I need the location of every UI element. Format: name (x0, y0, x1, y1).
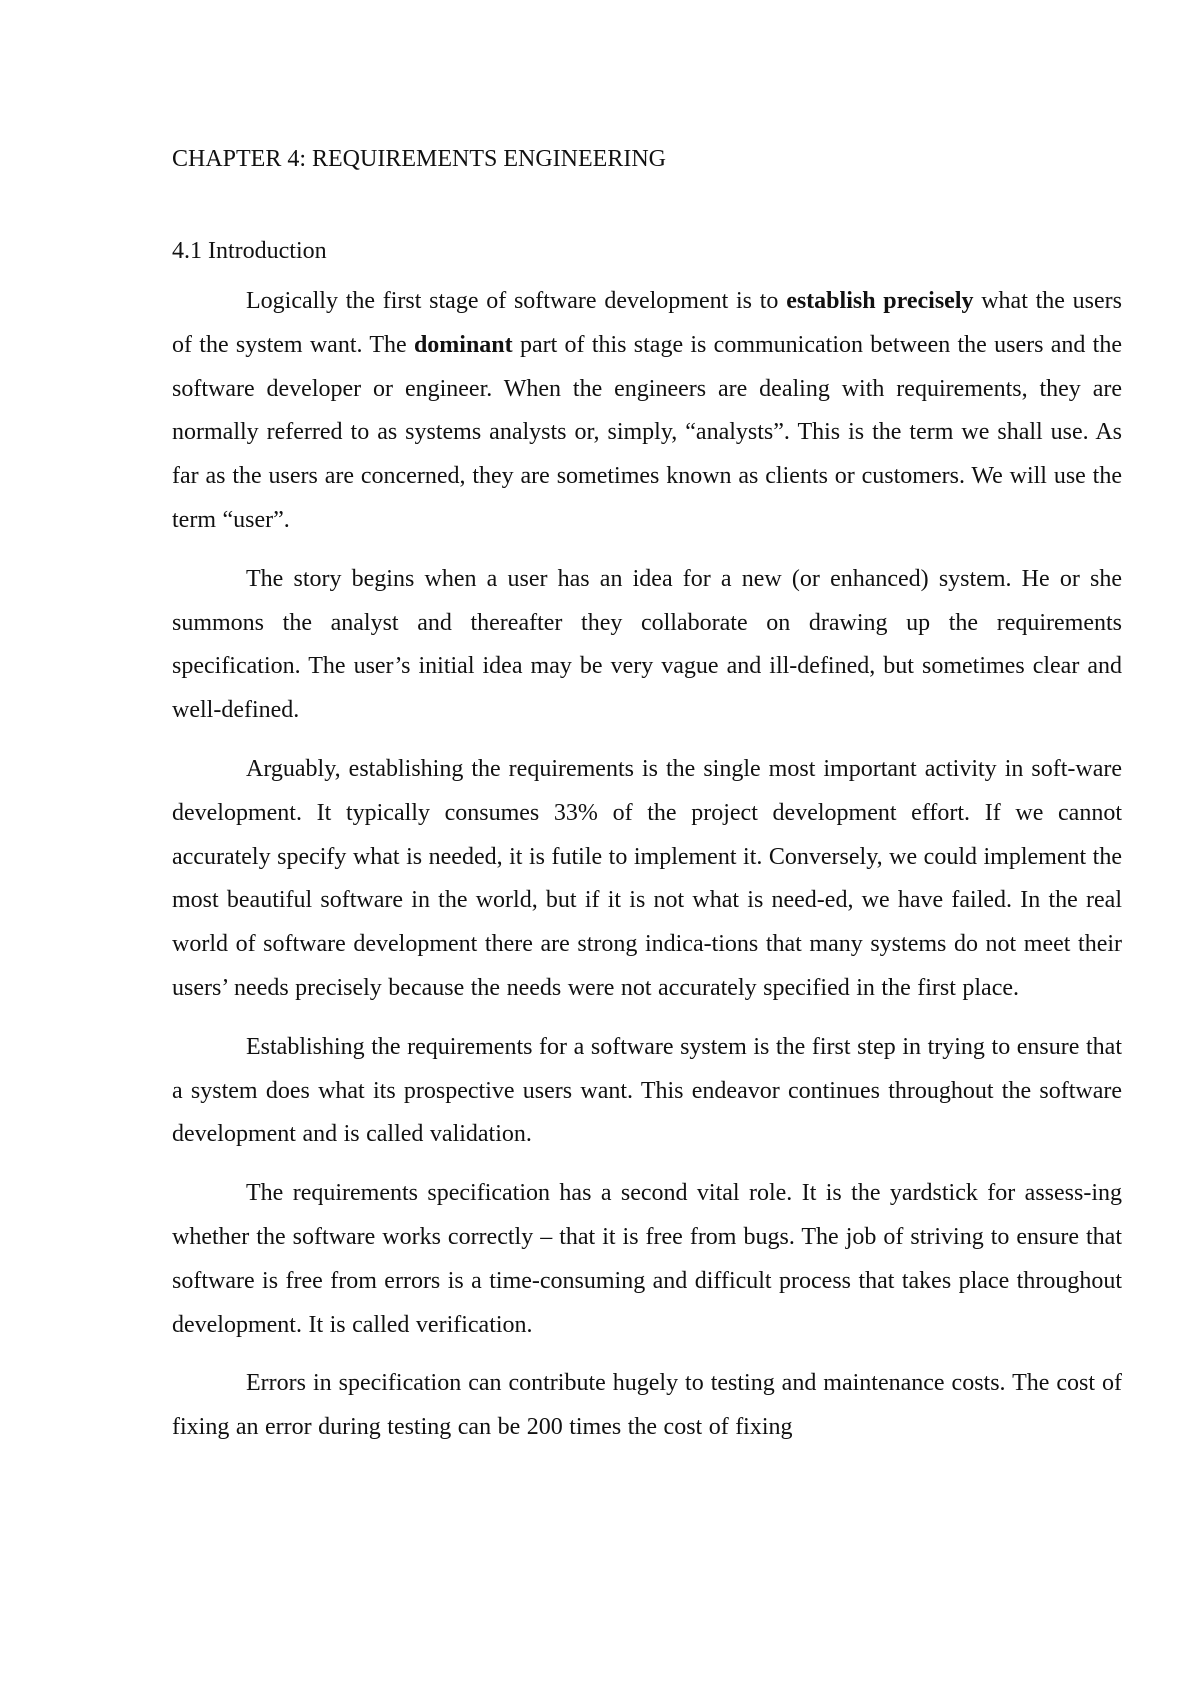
paragraph-1-text-b: what the users of the system want. The (172, 288, 1122, 358)
emphasis-dominant: dominant (413, 331, 513, 358)
paragraph-1 (172, 280, 1122, 543)
paragraph-4: Establishing the requirements for a software system is the first step in trying to ensure that a system does what its prospective users want. This endeavor continues throughout the software development and is called validation. (172, 1033, 1122, 1148)
chapter-title: CHAPTER 4: REQUIREMENTS ENGINEERING (172, 146, 666, 172)
paragraph-2: The story begins when a user has an idea for a new (or enhanced) system. He or she summons the analyst and thereafter they collaborate on drawing up the requirements specification. The user’s initial idea may be very vague and ill-defined, but sometimes clear and well-defined. (172, 565, 1122, 724)
emphasis-establish-precisely: establish precisely (786, 288, 974, 314)
paragraph-3: Arguably, establishing the requirements is the single most important activity in soft-ware development. It typically consumes 33% of the project development effort. If we cannot accurately specify what is needed, it is futile to implement it. Conversely, we could implement the most beautiful software in the world, but if it is not what is need-ed, we have failed. In the real world of software development there are strong indica-tions that many systems do not meet their users’ needs precisely because the needs were not accurately specified in the first place. (172, 755, 1122, 1001)
paragraph-1-text-c: part of this stage is communication between the users and the software developer or engineer. When the engineers are dealing with requirements, they are normally referred to as systems analysts or, simply, “analysts”. This is the term we shall use. As far as the users are concerned, they are sometimes known as clients or customers. We will use the term “user”. (172, 331, 1122, 533)
paragraph-6: Errors in specification can contribute hugely to testing and maintenance costs. The cost of fixing an error during testing can be 200 times the cost of fixing (172, 1370, 1122, 1441)
section-title: 4.1 Introduction (172, 238, 327, 264)
document-body (172, 140, 1122, 1465)
paragraph-1-text-a: Logically the first stage of software development is to (246, 288, 787, 314)
paragraph-5: The requirements specification has a second vital role. It is the yardstick for assess-ing whether the software works correctly – that it is free from bugs. The job of striving to ensure that software is free from errors is a time-consuming and difficult process that takes place throughout development. It is called verification. (172, 1180, 1122, 1338)
